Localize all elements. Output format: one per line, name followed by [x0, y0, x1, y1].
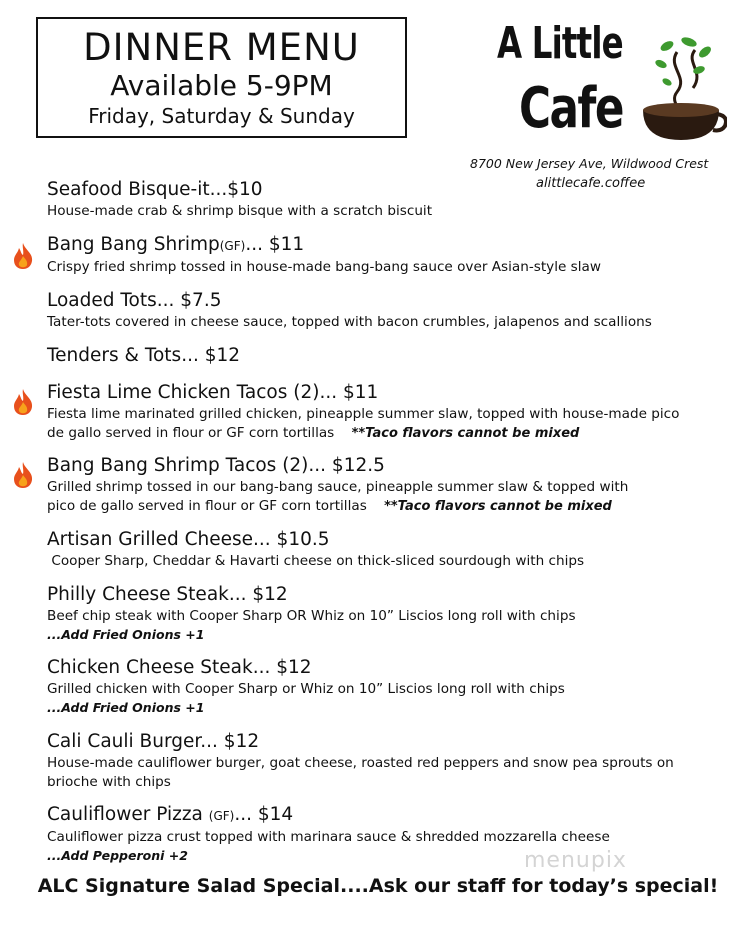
- menu-item-fiesta-lime-tacos: [47, 381, 679, 443]
- spicy-flame-icon: [11, 242, 35, 270]
- menu-title: DINNER MENU: [83, 26, 360, 69]
- spicy-flame-icon: [11, 461, 35, 489]
- availability: Available 5-9PM: [110, 69, 333, 102]
- logo-line1: A Little: [497, 18, 623, 69]
- menu-item-seafood-bisque: [47, 178, 432, 221]
- item-desc: Cooper Sharp, Cheddar & Havarti cheese on thick-sliced sourdough with chips: [47, 553, 585, 569]
- item-addon: ...Add Fried Onions +1: [47, 627, 205, 642]
- days: Friday, Saturday & Sunday: [88, 104, 355, 128]
- item-desc: House-made crab & shrimp bisque with a scratch biscuit: [47, 203, 433, 219]
- item-desc: Grilled chicken with Cooper Sharp or Whiz on 10” Liscios long roll with chips: [47, 681, 565, 697]
- menu-item-bang-bang-shrimp: [47, 233, 601, 277]
- item-desc: brioche with chips: [47, 774, 171, 790]
- item-desc: Cauliflower pizza crust topped with marinara sauce & shredded mozzarella cheese: [47, 829, 610, 845]
- item-title: Bang Bang Shrimp(GF)... $11: [47, 234, 305, 255]
- leaf-icon: [659, 39, 675, 53]
- item-desc: Tater-tots covered in cheese sauce, topped with bacon crumbles, jalapenos and scallions: [47, 314, 652, 330]
- title-box: [36, 17, 407, 138]
- item-title: Bang Bang Shrimp Tacos (2)... $12.5: [47, 455, 385, 476]
- item-title: Philly Cheese Steak... $12: [47, 584, 288, 605]
- salad-special-footer: ALC Signature Salad Special....Ask our staff for today’s special!: [37, 875, 719, 897]
- menu-item-bang-bang-tacos: [47, 454, 628, 516]
- address: 8700 New Jersey Ave, Wildwood Crest: [470, 156, 709, 171]
- item-desc: Grilled shrimp tossed in our bang-bang sauce, pineapple summer slaw & topped with: [47, 479, 629, 495]
- menu-item-philly-cheese-steak: [47, 583, 576, 644]
- item-desc: pico de gallo served in flour or GF corn tortillas **Taco flavors cannot be mixed: [47, 498, 612, 514]
- menu-item-loaded-tots: [47, 289, 652, 332]
- item-desc: Crispy fried shrimp tossed in house-made bang-bang sauce over Asian-style slaw: [47, 259, 601, 275]
- item-title: Loaded Tots... $7.5: [47, 290, 222, 311]
- item-title: Cauliflower Pizza (GF)... $14: [47, 804, 294, 825]
- item-addon: ...Add Pepperoni +2: [47, 848, 188, 863]
- menu-item-grilled-cheese: [47, 528, 584, 571]
- item-title: Fiesta Lime Chicken Tacos (2)... $11: [47, 382, 379, 403]
- menu-item-chicken-cheese-steak: [47, 656, 565, 717]
- taco-note: **Taco flavors cannot be mixed: [384, 499, 612, 514]
- item-title: Cali Cauli Burger... $12: [47, 731, 260, 752]
- item-title: Chicken Cheese Steak... $12: [47, 657, 312, 678]
- coffee-cup-icon: [637, 32, 727, 142]
- watermark: menupix: [524, 848, 627, 873]
- item-title: Seafood Bisque-it...$10: [47, 179, 263, 200]
- item-desc: House-made cauliflower burger, goat cheese, roasted red peppers and snow pea sprouts on: [47, 755, 674, 771]
- taco-note: **Taco flavors cannot be mixed: [351, 426, 580, 441]
- item-addon: ...Add Fried Onions +1: [47, 700, 205, 715]
- item-title: Artisan Grilled Cheese... $10.5: [47, 529, 330, 550]
- item-desc: de gallo served in flour or GF corn tortillas **Taco flavors cannot be mixed: [47, 425, 580, 441]
- logo-line2: Cafe: [519, 76, 623, 141]
- cafe-logo: [497, 18, 727, 148]
- item-desc: Fiesta lime marinated grilled chicken, pineapple summer slaw, topped with house-made pico: [47, 406, 680, 422]
- menu-item-cali-cauli-burger: [47, 730, 674, 792]
- item-title: Tenders & Tots... $12: [47, 345, 241, 366]
- spicy-flame-icon: [11, 388, 35, 416]
- item-desc: Beef chip steak with Cooper Sharp OR Whiz on 10” Liscios long roll with chips: [47, 608, 576, 624]
- website[interactable]: alittlecafe.coffee: [536, 176, 646, 191]
- menu-item-tenders-tots: [47, 344, 240, 368]
